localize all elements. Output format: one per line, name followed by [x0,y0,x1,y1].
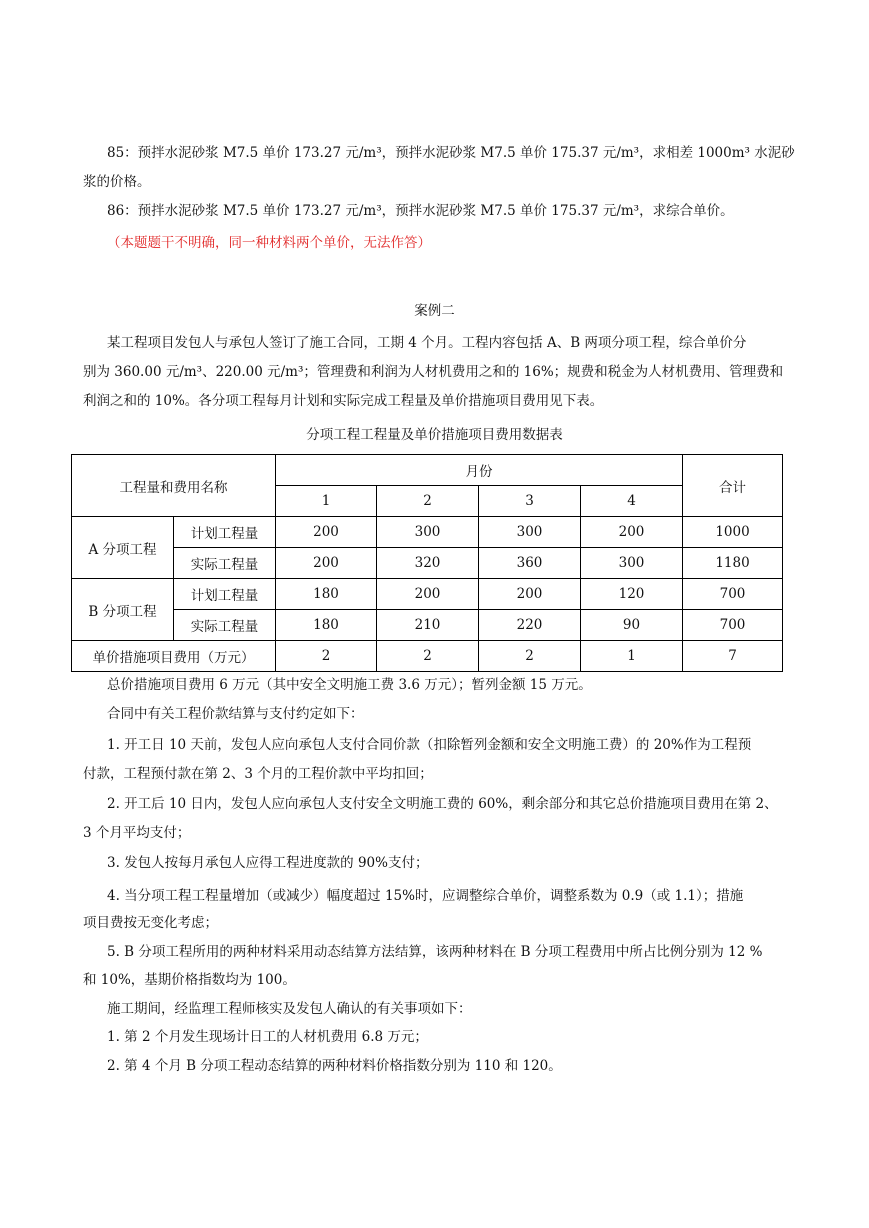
term-4-line-2: 项目费按无变化考虑； [83,915,218,931]
intro-line-1: 某工程项目发包人与承包人签订了施工合同，工期 4 个月。工程内容包括 A、B 两项分项工程，综合单价分 [107,335,747,351]
table-header-row [72,455,783,486]
header-total-cell: 合计 [683,455,783,517]
table-cell: 360 [479,548,581,579]
table-row [72,548,783,579]
term-2-line-2: 3 个月平均支付； [83,825,191,841]
table-caption: 分项工程工程量及单价措施项目费用数据表 [306,427,563,443]
table-cell: 180 [276,579,377,610]
term-5-line-1: 5. B 分项工程所用的两种材料采用动态结算方法结算，该两种材料在 B 分项工程费用中所占比例分别为 12 % [107,944,763,960]
table-cell: 1000 [683,517,783,548]
table-cell: 120 [581,579,683,610]
table-cell: 90 [581,610,683,641]
group-a-label: A 分项工程 [72,517,174,579]
intro-line-2: 别为 360.00 元/m³、220.00 元/m³；管理费和利润为人材机费用之和的 16%；规费和税金为人材机费用、管理费和 [83,364,784,380]
table-row [72,641,783,672]
table-row [72,579,783,610]
intro-line-3: 利润之和的 10%。各分项工程每月计划和实际完成工程量及单价措施项目费用见下表。 [83,393,604,409]
table-row [72,517,783,548]
table-cell: 1 [581,641,683,672]
term-1-line-2: 付款，工程预付款在第 2、3 个月的工程价款中平均扣回； [83,766,433,782]
table-cell: 700 [683,579,783,610]
table-cell: 2 [377,641,479,672]
quantity-cost-table [71,454,783,672]
table-cell: 300 [479,517,581,548]
table-row [72,610,783,641]
event-1: 1. 第 2 个月发生现场计日工的人材机费用 6.8 万元； [107,1029,428,1045]
after-table-line-1: 总价措施项目费用 6 万元（其中安全文明施工费 3.6 万元）；暂列金额 15 万元。 [107,677,592,693]
table-cell: 200 [377,579,479,610]
question-85-line-2: 浆的价格。 [83,174,151,190]
header-month-cell: 月份 [276,455,683,486]
row-label: 计划工程量 [174,517,276,548]
term-1-line-1: 1. 开工日 10 天前，发包人应向承包人支付合同价款（扣除暂列金额和安全文明施工费）的 20%作为工程预 [107,737,752,753]
table-cell: 300 [377,517,479,548]
measure-label: 单价措施项目费用（万元） [72,641,276,672]
table-cell: 320 [377,548,479,579]
question-note: （本题题干不明确，同一种材料两个单价，无法作答） [107,235,431,251]
events-intro: 施工期间，经监理工程师核实及发包人确认的有关事项如下： [107,1001,472,1017]
question-86: 86：预拌水泥砂浆 M7.5 单价 173.27 元/m³，预拌水泥砂浆 M7.5 单价 175.37 元/m³，求综合单价。 [107,203,734,219]
month-cell: 1 [276,486,377,517]
table-cell: 210 [377,610,479,641]
table-cell: 300 [581,548,683,579]
row-label: 实际工程量 [174,610,276,641]
term-4-line-1: 4. 当分项工程工程量增加（或减少）幅度超过 15%时，应调整综合单价，调整系数为 0.9（或 1.1）；措施 [107,888,744,904]
case-title: 案例二 [414,303,455,319]
table-cell: 700 [683,610,783,641]
table-cell: 200 [479,579,581,610]
group-b-label: B 分项工程 [72,579,174,641]
table-cell: 220 [479,610,581,641]
table-cell: 200 [581,517,683,548]
table-cell: 2 [276,641,377,672]
table-cell: 200 [276,548,377,579]
table-cell: 180 [276,610,377,641]
table-cell: 1180 [683,548,783,579]
after-table-line-2: 合同中有关工程价款结算与支付约定如下： [107,706,364,722]
event-2: 2. 第 4 个月 B 分项工程动态结算的两种材料价格指数分别为 110 和 120。 [107,1058,562,1074]
month-cell: 3 [479,486,581,517]
term-5-line-2: 和 10%，基期价格指数均为 100。 [83,972,296,988]
month-cell: 4 [581,486,683,517]
row-label: 计划工程量 [174,579,276,610]
month-cell: 2 [377,486,479,517]
header-name-cell: 工程量和费用名称 [72,455,276,517]
table-cell: 7 [683,641,783,672]
table-cell: 2 [479,641,581,672]
table-cell: 200 [276,517,377,548]
question-85-line-1: 85：预拌水泥砂浆 M7.5 单价 173.27 元/m³，预拌水泥砂浆 M7.5 单价 175.37 元/m³，求相差 1000m³ 水泥砂 [107,145,795,161]
term-3: 3. 发包人按每月承包人应得工程进度款的 90%支付； [107,855,429,871]
row-label: 实际工程量 [174,548,276,579]
term-2-line-1: 2. 开工后 10 日内，发包人应向承包人支付安全文明施工费的 60%，剩余部分和其它总价措施项目费用在第 2、 [107,796,778,812]
